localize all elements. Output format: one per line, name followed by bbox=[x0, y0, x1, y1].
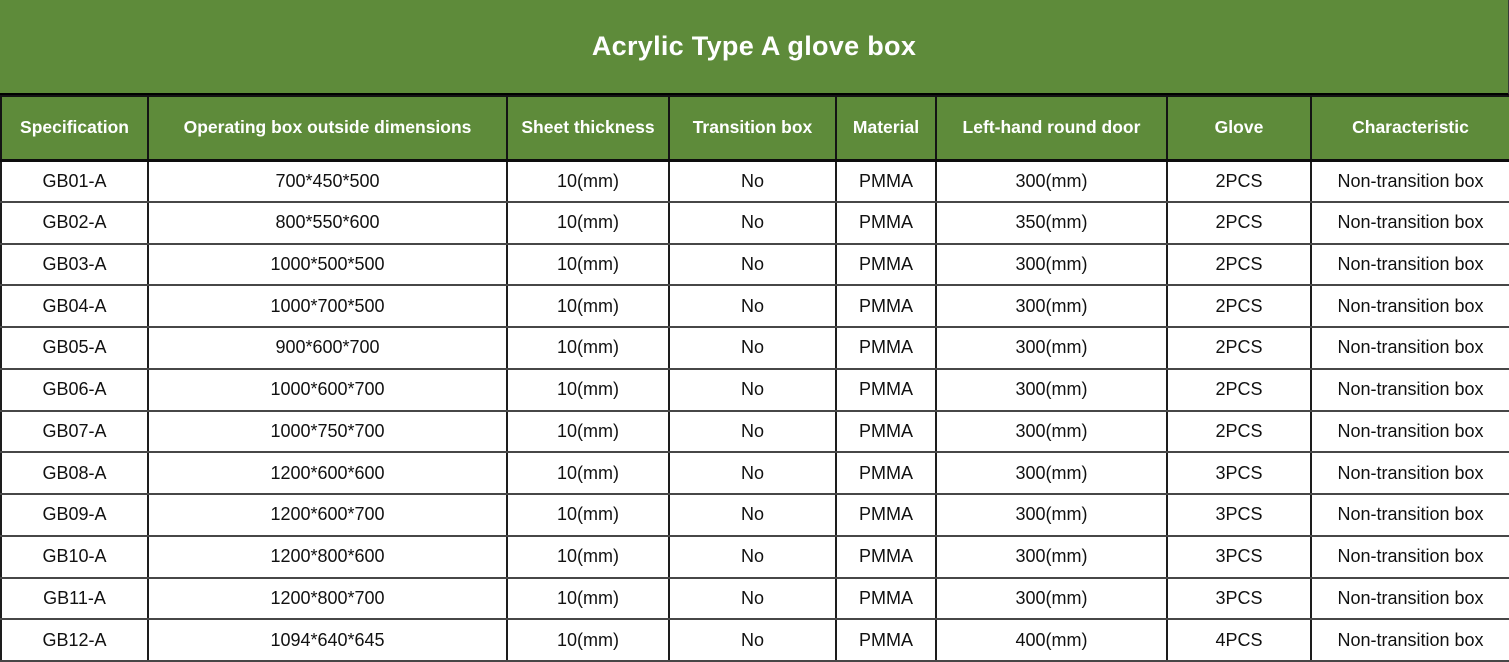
cell-outside-dimensions: 1000*700*500 bbox=[148, 285, 507, 327]
cell-outside-dimensions: 1200*800*700 bbox=[148, 578, 507, 620]
cell-outside-dimensions: 1000*500*500 bbox=[148, 244, 507, 286]
cell-characteristic: Non-transition box bbox=[1311, 327, 1509, 369]
cell-material: PMMA bbox=[836, 285, 936, 327]
table-row bbox=[1, 578, 1509, 620]
cell-material: PMMA bbox=[836, 369, 936, 411]
cell-sheet-thickness: 10(mm) bbox=[507, 411, 669, 453]
table-row bbox=[1, 536, 1509, 578]
column-header-left-hand-round-door: Left-hand round door bbox=[936, 96, 1167, 160]
table-row bbox=[1, 327, 1509, 369]
table-row bbox=[1, 244, 1509, 286]
cell-outside-dimensions: 1200*600*700 bbox=[148, 494, 507, 536]
cell-sheet-thickness: 10(mm) bbox=[507, 578, 669, 620]
cell-specification: GB07-A bbox=[1, 411, 148, 453]
table-row bbox=[1, 619, 1509, 661]
cell-left-hand-round-door: 300(mm) bbox=[936, 160, 1167, 202]
cell-left-hand-round-door: 300(mm) bbox=[936, 494, 1167, 536]
cell-left-hand-round-door: 300(mm) bbox=[936, 369, 1167, 411]
cell-glove: 2PCS bbox=[1167, 369, 1311, 411]
cell-transition-box: No bbox=[669, 494, 836, 536]
cell-glove: 2PCS bbox=[1167, 327, 1311, 369]
column-header-outside-dimensions: Operating box outside dimensions bbox=[148, 96, 507, 160]
cell-characteristic: Non-transition box bbox=[1311, 244, 1509, 286]
cell-transition-box: No bbox=[669, 160, 836, 202]
cell-left-hand-round-door: 300(mm) bbox=[936, 285, 1167, 327]
cell-material: PMMA bbox=[836, 452, 936, 494]
cell-sheet-thickness: 10(mm) bbox=[507, 369, 669, 411]
column-header-transition-box: Transition box bbox=[669, 96, 836, 160]
cell-characteristic: Non-transition box bbox=[1311, 160, 1509, 202]
cell-left-hand-round-door: 300(mm) bbox=[936, 327, 1167, 369]
cell-transition-box: No bbox=[669, 452, 836, 494]
cell-specification: GB08-A bbox=[1, 452, 148, 494]
cell-sheet-thickness: 10(mm) bbox=[507, 327, 669, 369]
cell-transition-box: No bbox=[669, 202, 836, 244]
table-row bbox=[1, 452, 1509, 494]
cell-glove: 3PCS bbox=[1167, 494, 1311, 536]
cell-sheet-thickness: 10(mm) bbox=[507, 619, 669, 661]
cell-glove: 3PCS bbox=[1167, 452, 1311, 494]
cell-left-hand-round-door: 300(mm) bbox=[936, 244, 1167, 286]
cell-characteristic: Non-transition box bbox=[1311, 619, 1509, 661]
cell-outside-dimensions: 700*450*500 bbox=[148, 160, 507, 202]
cell-characteristic: Non-transition box bbox=[1311, 578, 1509, 620]
cell-material: PMMA bbox=[836, 536, 936, 578]
cell-specification: GB03-A bbox=[1, 244, 148, 286]
cell-transition-box: No bbox=[669, 536, 836, 578]
page-title: Acrylic Type A glove box bbox=[591, 31, 917, 61]
cell-glove: 2PCS bbox=[1167, 202, 1311, 244]
cell-specification: GB02-A bbox=[1, 202, 148, 244]
cell-transition-box: No bbox=[669, 578, 836, 620]
cell-left-hand-round-door: 400(mm) bbox=[936, 619, 1167, 661]
cell-transition-box: No bbox=[669, 411, 836, 453]
cell-sheet-thickness: 10(mm) bbox=[507, 202, 669, 244]
cell-outside-dimensions: 1200*800*600 bbox=[148, 536, 507, 578]
cell-material: PMMA bbox=[836, 327, 936, 369]
cell-specification: GB01-A bbox=[1, 160, 148, 202]
cell-glove: 3PCS bbox=[1167, 536, 1311, 578]
cell-outside-dimensions: 1000*750*700 bbox=[148, 411, 507, 453]
cell-sheet-thickness: 10(mm) bbox=[507, 494, 669, 536]
cell-material: PMMA bbox=[836, 160, 936, 202]
cell-material: PMMA bbox=[836, 411, 936, 453]
cell-glove: 2PCS bbox=[1167, 411, 1311, 453]
cell-material: PMMA bbox=[836, 578, 936, 620]
table-row bbox=[1, 160, 1509, 202]
cell-transition-box: No bbox=[669, 327, 836, 369]
column-header-material: Material bbox=[836, 96, 936, 160]
column-header-sheet-thickness: Sheet thickness bbox=[507, 96, 669, 160]
cell-specification: GB04-A bbox=[1, 285, 148, 327]
cell-transition-box: No bbox=[669, 285, 836, 327]
cell-glove: 2PCS bbox=[1167, 160, 1311, 202]
cell-characteristic: Non-transition box bbox=[1311, 369, 1509, 411]
cell-left-hand-round-door: 300(mm) bbox=[936, 536, 1167, 578]
cell-left-hand-round-door: 300(mm) bbox=[936, 452, 1167, 494]
cell-sheet-thickness: 10(mm) bbox=[507, 452, 669, 494]
cell-characteristic: Non-transition box bbox=[1311, 494, 1509, 536]
cell-characteristic: Non-transition box bbox=[1311, 452, 1509, 494]
cell-material: PMMA bbox=[836, 244, 936, 286]
cell-characteristic: Non-transition box bbox=[1311, 285, 1509, 327]
column-header-characteristic: Characteristic bbox=[1311, 96, 1509, 160]
cell-transition-box: No bbox=[669, 244, 836, 286]
cell-left-hand-round-door: 350(mm) bbox=[936, 202, 1167, 244]
cell-material: PMMA bbox=[836, 202, 936, 244]
cell-glove: 2PCS bbox=[1167, 244, 1311, 286]
cell-specification: GB09-A bbox=[1, 494, 148, 536]
cell-characteristic: Non-transition box bbox=[1311, 202, 1509, 244]
cell-sheet-thickness: 10(mm) bbox=[507, 244, 669, 286]
table-row bbox=[1, 202, 1509, 244]
table-header-row bbox=[1, 96, 1509, 160]
cell-left-hand-round-door: 300(mm) bbox=[936, 578, 1167, 620]
cell-outside-dimensions: 1000*600*700 bbox=[148, 369, 507, 411]
table-row bbox=[1, 494, 1509, 536]
cell-sheet-thickness: 10(mm) bbox=[507, 536, 669, 578]
cell-outside-dimensions: 1200*600*600 bbox=[148, 452, 507, 494]
column-header-specification: Specification bbox=[1, 96, 148, 160]
column-header-glove: Glove bbox=[1167, 96, 1311, 160]
cell-transition-box: No bbox=[669, 619, 836, 661]
cell-specification: GB05-A bbox=[1, 327, 148, 369]
glove-box-spec-table bbox=[0, 95, 1509, 662]
cell-specification: GB11-A bbox=[1, 578, 148, 620]
cell-sheet-thickness: 10(mm) bbox=[507, 285, 669, 327]
cell-outside-dimensions: 1094*640*645 bbox=[148, 619, 507, 661]
cell-material: PMMA bbox=[836, 619, 936, 661]
cell-specification: GB06-A bbox=[1, 369, 148, 411]
cell-glove: 3PCS bbox=[1167, 578, 1311, 620]
cell-left-hand-round-door: 300(mm) bbox=[936, 411, 1167, 453]
cell-specification: GB12-A bbox=[1, 619, 148, 661]
cell-outside-dimensions: 900*600*700 bbox=[148, 327, 507, 369]
cell-specification: GB10-A bbox=[1, 536, 148, 578]
table-row bbox=[1, 285, 1509, 327]
cell-glove: 2PCS bbox=[1167, 285, 1311, 327]
cell-sheet-thickness: 10(mm) bbox=[507, 160, 669, 202]
cell-characteristic: Non-transition box bbox=[1311, 536, 1509, 578]
cell-glove: 4PCS bbox=[1167, 619, 1311, 661]
cell-outside-dimensions: 800*550*600 bbox=[148, 202, 507, 244]
table-title-banner bbox=[0, 0, 1509, 95]
cell-material: PMMA bbox=[836, 494, 936, 536]
table-row bbox=[1, 369, 1509, 411]
table-row bbox=[1, 411, 1509, 453]
cell-transition-box: No bbox=[669, 369, 836, 411]
cell-characteristic: Non-transition box bbox=[1311, 411, 1509, 453]
